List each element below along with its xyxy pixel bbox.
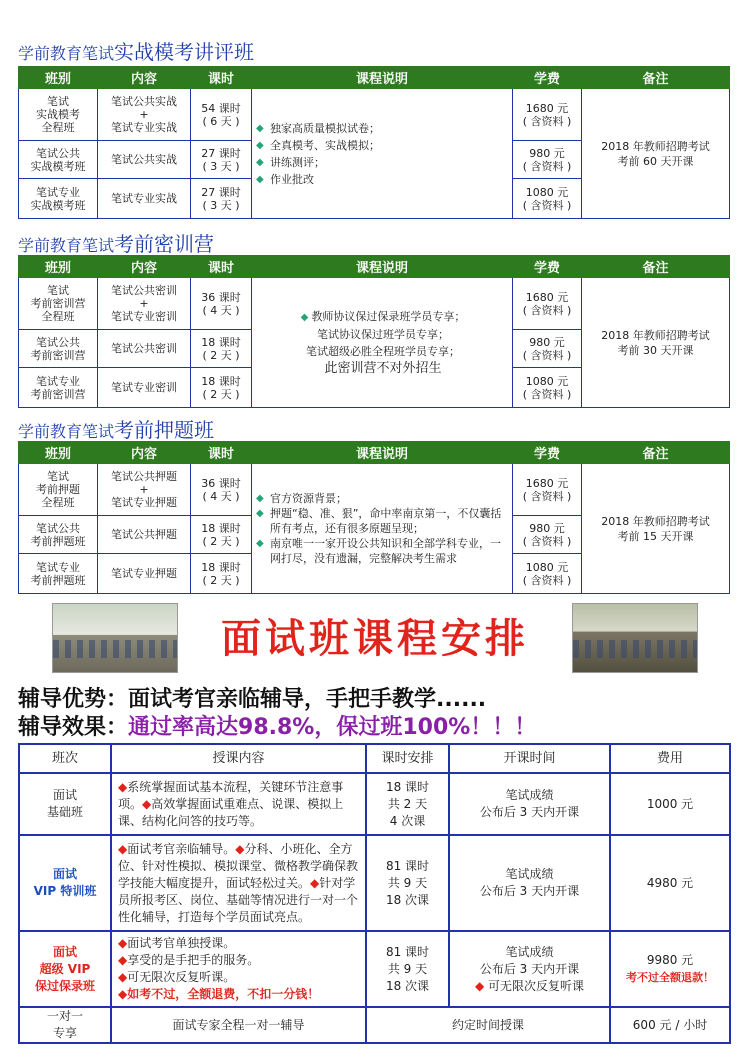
header-class: 班别 bbox=[19, 442, 98, 464]
section-3-title bbox=[18, 414, 214, 443]
fee-cell: 980 元 ( 含资料 ) bbox=[513, 516, 582, 554]
header-hours: 课时 bbox=[191, 67, 252, 89]
class-cell: 笔试专业 考前密训营 bbox=[19, 368, 98, 408]
content-cell: ◆面试考官亲临辅导。◆分科、小班化、全方位、针对性模拟、模拟课堂、微格教学确保教学技能大幅度提升，面试轻松过关。◆针对学员所报考区、岗位、基础等情况进行一对一个性化辅导，打造每个学员面试亮点。 bbox=[111, 835, 366, 931]
class-cell: 笔试专业 考前押题班 bbox=[19, 554, 98, 594]
table-row bbox=[19, 89, 730, 141]
start-cell: 笔试成绩 公布后 3 天内开课 bbox=[449, 773, 610, 835]
start-cell: 笔试成绩 公布后 3 天内开课 bbox=[449, 835, 610, 931]
hours-cell: 54 课时 ( 6 天 ) bbox=[191, 89, 252, 141]
fee-cell: 600 元 / 小时 bbox=[610, 1007, 730, 1043]
fee-cell: 1080 元 ( 含资料 ) bbox=[513, 554, 582, 594]
hours-cell: 18 课时 ( 2 天 ) bbox=[191, 554, 252, 594]
content-cell: 面试专家全程一对一辅导 bbox=[111, 1007, 366, 1043]
header-fee: 学费 bbox=[513, 67, 582, 89]
list-item: ◆ 官方资源背景； bbox=[256, 492, 347, 505]
content-cell: 笔试专业密训 bbox=[98, 368, 191, 408]
table-row bbox=[19, 464, 730, 516]
table-header bbox=[19, 442, 730, 464]
desc-line: 笔试协议保过班学员专享； bbox=[317, 328, 449, 341]
table-row bbox=[19, 1007, 730, 1043]
session-cell: 面试 基础班 bbox=[19, 773, 111, 835]
header-session: 班次 bbox=[19, 744, 111, 773]
content-cell: 笔试专业实战 bbox=[98, 179, 191, 219]
title-main: 考前密训营 bbox=[114, 232, 215, 256]
section-2-title bbox=[18, 228, 214, 257]
diamond-bullet-icon: ◆ bbox=[256, 122, 264, 134]
note-cell: 2018 年教师招聘考试 考前 60 天开课 bbox=[582, 89, 730, 219]
description-cell bbox=[252, 89, 513, 219]
red-diamond-icon: ◆ bbox=[310, 875, 320, 890]
advantage-line bbox=[18, 682, 486, 713]
content-cell: ◆系统掌握面试基本流程，关键环节注意事项。◆高效掌握面试重难点、说课、模拟上课、结构化问答的技巧等。 bbox=[111, 773, 366, 835]
table-row bbox=[19, 835, 730, 931]
classroom-photo bbox=[52, 603, 178, 673]
advantage-text: 面试考官亲临辅导，手把手教学...... bbox=[128, 687, 487, 712]
section-1-table bbox=[18, 66, 730, 219]
schedule-cell: 约定时间授课 bbox=[366, 1007, 610, 1043]
header-note: 备注 bbox=[582, 442, 730, 464]
fee-cell: 1000 元 bbox=[610, 773, 730, 835]
content-cell: ◆面试考官单独授课。 ◆享受的是手把手的服务。 ◆可无限次反复听课。 ◆如考不过，全额退费，不扣一分钱！ bbox=[111, 931, 366, 1007]
header-class: 班别 bbox=[19, 256, 98, 278]
list-item: ◆ 独家高质量模拟试卷； bbox=[256, 121, 380, 135]
content-cell: 笔试公共实战 + 笔试专业实战 bbox=[98, 89, 191, 141]
header-note: 备注 bbox=[582, 256, 730, 278]
desc-highlight: 此密训营不对外招生 bbox=[324, 361, 442, 376]
class-cell: 笔试 考前押题 全程班 bbox=[19, 464, 98, 516]
list-item: ◆ 讲练测评； bbox=[256, 155, 325, 169]
red-diamond-icon: ◆ bbox=[118, 987, 128, 1001]
teaching-photo bbox=[572, 603, 698, 673]
header-fee: 费用 bbox=[610, 744, 730, 773]
section-1-title bbox=[18, 36, 254, 65]
fee-cell: 9980 元 考不过全额退款！ bbox=[610, 931, 730, 1007]
diamond-bullet-icon: ◆ bbox=[256, 139, 264, 151]
session-cell: 面试 VIP 特训班 bbox=[19, 835, 111, 931]
class-cell: 笔试公共 考前密训营 bbox=[19, 330, 98, 368]
content-cell: 笔试公共密训 + 笔试专业密训 bbox=[98, 278, 191, 330]
table-row bbox=[19, 773, 730, 835]
fee-cell: 4980 元 bbox=[610, 835, 730, 931]
red-diamond-icon: ◆ bbox=[118, 841, 128, 856]
hours-cell: 27 课时 ( 3 天 ) bbox=[191, 179, 252, 219]
class-cell: 笔试专业 实战模考班 bbox=[19, 179, 98, 219]
title-prefix: 学前教育笔试 bbox=[18, 422, 115, 441]
start-cell: 笔试成绩 公布后 3 天内开课 ◆ 可无限次反复听课 bbox=[449, 931, 610, 1007]
header-content: 内容 bbox=[98, 442, 191, 464]
content-cell: 笔试公共押题 bbox=[98, 516, 191, 554]
red-diamond-icon: ◆ bbox=[474, 978, 489, 993]
session-cell: 面试 超级 VIP 保过保录班 bbox=[19, 931, 111, 1007]
header-hours: 课时 bbox=[191, 442, 252, 464]
fee-cell: 1080 元 ( 含资料 ) bbox=[513, 368, 582, 408]
header-content: 内容 bbox=[98, 256, 191, 278]
header-class: 班别 bbox=[19, 67, 98, 89]
fee-cell: 1680 元 ( 含资料 ) bbox=[513, 278, 582, 330]
hours-cell: 36 课时 ( 4 天 ) bbox=[191, 464, 252, 516]
interview-banner bbox=[52, 603, 712, 673]
table-header bbox=[19, 67, 730, 89]
hours-cell: 36 课时 ( 4 天 ) bbox=[191, 278, 252, 330]
table-header bbox=[19, 256, 730, 278]
list-item: ◆ 押题“稳、准、狠”，命中率南京第一，不仅囊括所有考点，还有很多原题呈现； bbox=[256, 507, 502, 535]
content-cell: 笔试公共密训 bbox=[98, 330, 191, 368]
session-cell: 一对一 专享 bbox=[19, 1007, 111, 1043]
header-description: 课程说明 bbox=[252, 67, 513, 89]
class-cell: 笔试公共 实战模考班 bbox=[19, 141, 98, 179]
diamond-bullet-icon: ◆ bbox=[256, 538, 264, 549]
section-3-table bbox=[18, 441, 730, 594]
title-prefix: 学前教育笔试 bbox=[18, 44, 115, 63]
class-cell: 笔试 考前密训营 全程班 bbox=[19, 278, 98, 330]
fee-cell: 1680 元 ( 含资料 ) bbox=[513, 89, 582, 141]
effect-text: 通过率高达98.8%，保过班100%！！！ bbox=[128, 715, 537, 740]
diamond-bullet-icon: ◆ bbox=[256, 173, 264, 185]
header-schedule: 课时安排 bbox=[366, 744, 449, 773]
diamond-bullet-icon: ◆ bbox=[256, 493, 264, 504]
advantage-label: 辅导优势： bbox=[18, 687, 129, 712]
description-cell bbox=[252, 464, 513, 594]
effect-line bbox=[18, 710, 536, 741]
title-main: 实战模考讲评班 bbox=[114, 40, 255, 64]
hours-cell: 18 课时 ( 2 天 ) bbox=[191, 368, 252, 408]
red-diamond-icon: ◆ bbox=[118, 779, 128, 794]
header-description: 课程说明 bbox=[252, 442, 513, 464]
red-diamond-icon: ◆ bbox=[118, 970, 128, 984]
header-fee: 学费 bbox=[513, 442, 582, 464]
schedule-cell: 81 课时 共 9 天 18 次课 bbox=[366, 931, 449, 1007]
title-prefix: 学前教育笔试 bbox=[18, 236, 115, 255]
content-cell: 笔试公共押题 + 笔试专业押题 bbox=[98, 464, 191, 516]
schedule-cell: 81 课时 共 9 天 18 次课 bbox=[366, 835, 449, 931]
diamond-bullet-icon: ◆ bbox=[300, 312, 312, 323]
diamond-bullet-icon: ◆ bbox=[256, 508, 264, 519]
description-cell bbox=[252, 278, 513, 408]
table-row bbox=[19, 931, 730, 1007]
hours-cell: 18 课时 ( 2 天 ) bbox=[191, 330, 252, 368]
content-cell: 笔试公共实战 bbox=[98, 141, 191, 179]
header-note: 备注 bbox=[582, 67, 730, 89]
header-description: 课程说明 bbox=[252, 256, 513, 278]
fee-cell: 980 元 ( 含资料 ) bbox=[513, 330, 582, 368]
section-2-table bbox=[18, 255, 730, 408]
header-fee: 学费 bbox=[513, 256, 582, 278]
red-diamond-icon: ◆ bbox=[235, 841, 245, 856]
red-diamond-icon: ◆ bbox=[118, 936, 128, 950]
fee-cell: 1680 元 ( 含资料 ) bbox=[513, 464, 582, 516]
content-cell: 笔试专业押题 bbox=[98, 554, 191, 594]
class-cell: 笔试公共 考前押题班 bbox=[19, 516, 98, 554]
diamond-bullet-icon: ◆ bbox=[256, 156, 264, 168]
header-start: 开课时间 bbox=[449, 744, 610, 773]
effect-label: 辅导效果： bbox=[18, 715, 129, 740]
interview-table bbox=[18, 743, 731, 1044]
note-cell: 2018 年教师招聘考试 考前 30 天开课 bbox=[582, 278, 730, 408]
red-diamond-icon: ◆ bbox=[118, 953, 128, 967]
header-content: 内容 bbox=[98, 67, 191, 89]
hours-cell: 27 课时 ( 3 天 ) bbox=[191, 141, 252, 179]
table-header bbox=[19, 744, 730, 773]
header-content: 授课内容 bbox=[111, 744, 366, 773]
hours-cell: 18 课时 ( 2 天 ) bbox=[191, 516, 252, 554]
note-cell: 2018 年教师招聘考试 考前 15 天开课 bbox=[582, 464, 730, 594]
banner-title: 面试班课程安排 bbox=[221, 616, 529, 662]
fee-cell: 980 元 ( 含资料 ) bbox=[513, 141, 582, 179]
red-diamond-icon: ◆ bbox=[142, 796, 152, 811]
class-cell: 笔试 实战模考 全程班 bbox=[19, 89, 98, 141]
header-hours: 课时 bbox=[191, 256, 252, 278]
schedule-cell: 18 课时 共 2 天 4 次课 bbox=[366, 773, 449, 835]
list-item: ◆ 教师协议保过保录班学员专享； bbox=[300, 310, 466, 323]
fee-cell: 1080 元 ( 含资料 ) bbox=[513, 179, 582, 219]
title-main: 考前押题班 bbox=[114, 418, 215, 442]
desc-line: 笔试超级必胜全程班学员专享； bbox=[306, 345, 460, 358]
list-item: ◆ 作业批改 bbox=[256, 172, 314, 186]
list-item: ◆ 全真模考、实战模拟； bbox=[256, 138, 380, 152]
list-item: ◆ 南京唯一一家开设公共知识和全部学科专业，一网打尽，没有遗漏，完整解决考生需求 bbox=[256, 537, 501, 565]
table-row bbox=[19, 278, 730, 330]
